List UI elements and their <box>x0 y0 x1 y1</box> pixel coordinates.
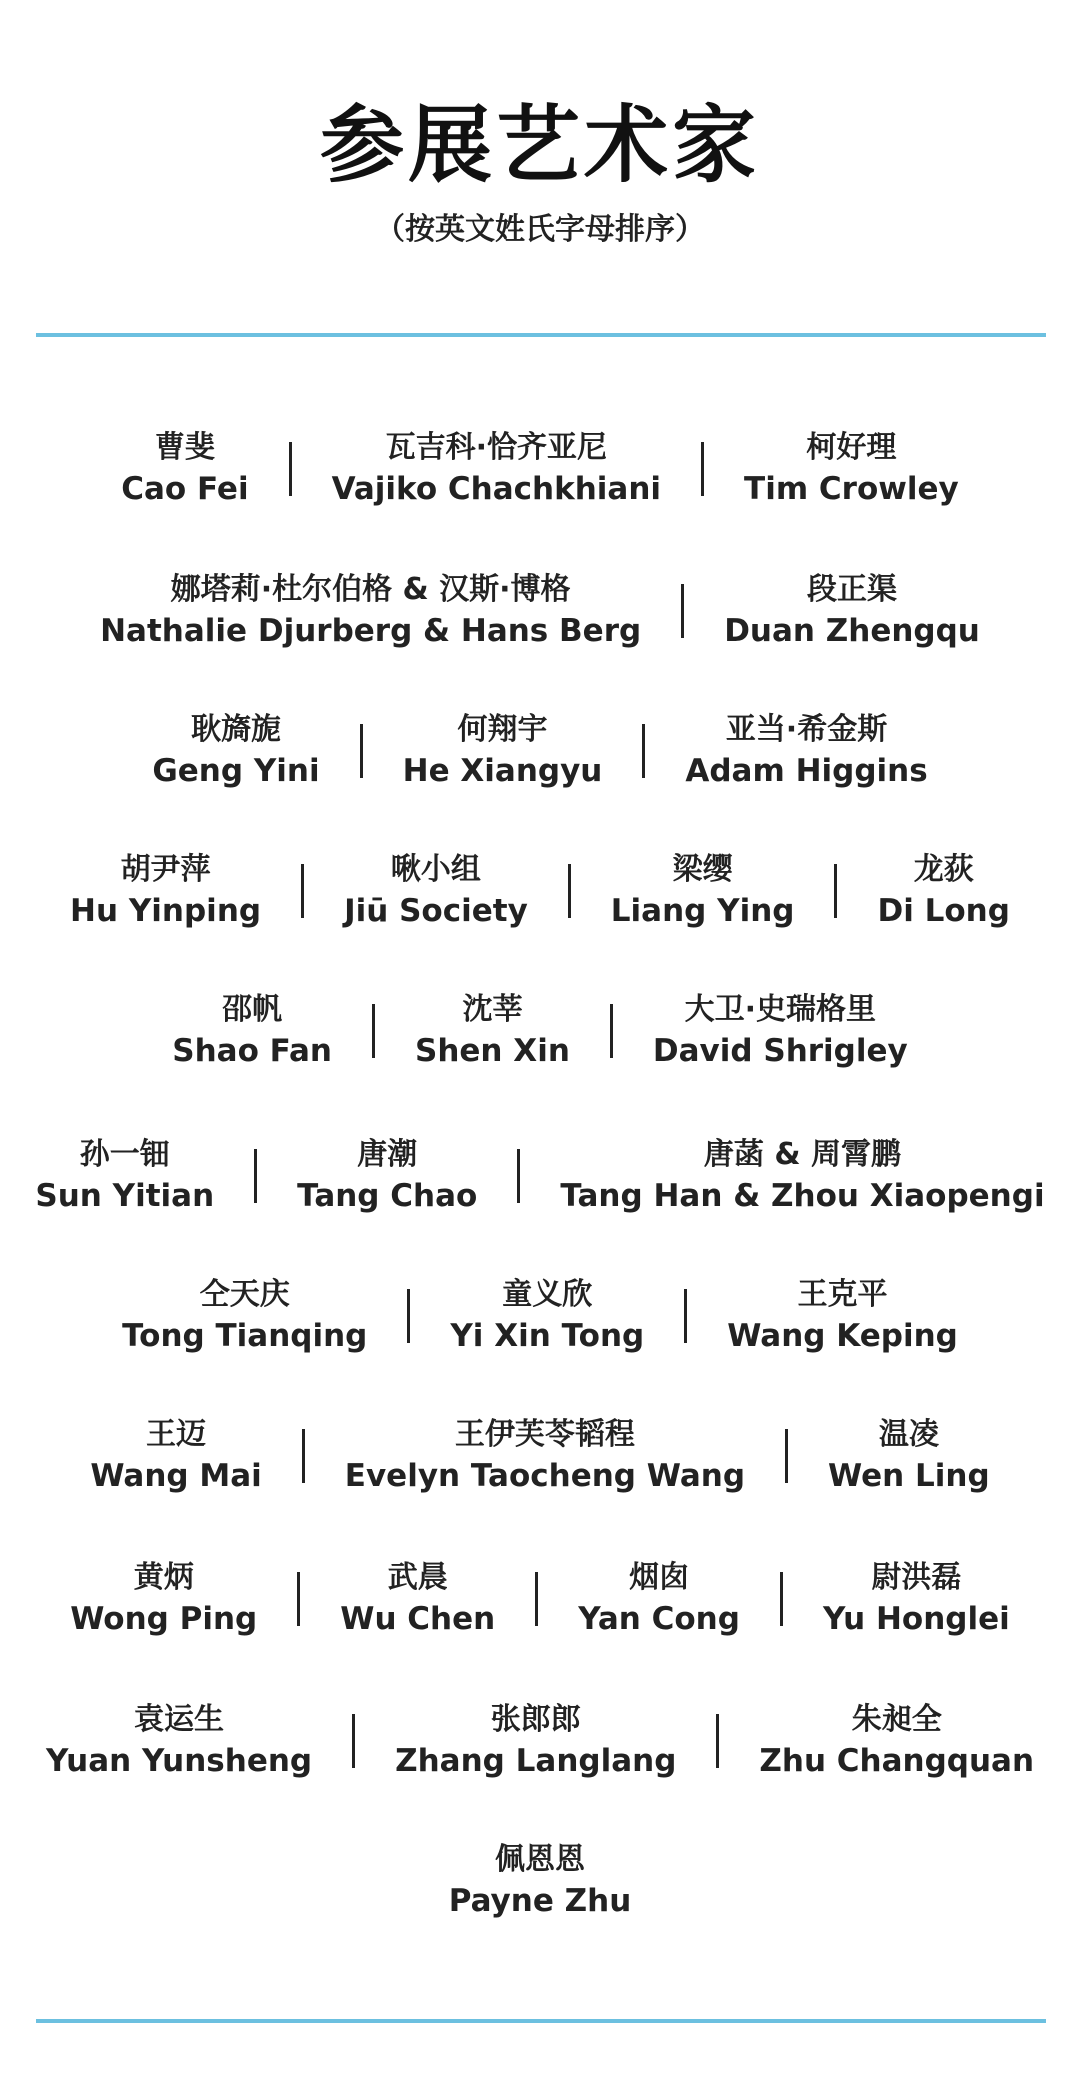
artist-name-chinese: 段正渠 <box>807 572 898 607</box>
separator-bar <box>302 1429 305 1483</box>
artist-entry <box>578 1558 740 1640</box>
artist-name-chinese: 啾小组 <box>390 852 481 887</box>
artist-entry <box>395 1700 676 1782</box>
separator-bar <box>535 1572 538 1626</box>
artist-entry <box>70 1558 257 1640</box>
artist-entry <box>403 710 603 792</box>
artist-entry <box>297 1135 477 1217</box>
bottom-divider <box>36 2019 1046 2023</box>
artist-name-english: Evelyn Taocheng Wang <box>344 1458 746 1494</box>
artist-name-chinese: 唐菡 & 周霄鹏 <box>703 1137 901 1172</box>
artist-row <box>0 850 1080 932</box>
artist-name-chinese: 朱昶全 <box>851 1702 942 1737</box>
separator-bar <box>568 864 571 918</box>
separator-bar <box>780 1572 783 1626</box>
separator-bar <box>372 1004 375 1058</box>
separator-bar <box>684 1289 687 1343</box>
artist-entry <box>46 1700 312 1782</box>
artist-entry <box>877 850 1009 932</box>
separator-bar <box>301 864 304 918</box>
artist-name-chinese: 王克平 <box>797 1277 888 1312</box>
artist-entry <box>345 1415 745 1497</box>
artist-name-chinese: 孙一钿 <box>79 1137 170 1172</box>
artist-name-chinese: 王伊芙苓韬程 <box>454 1417 635 1452</box>
artist-name-english: Geng Yini <box>152 753 320 789</box>
artist-entry <box>685 710 927 792</box>
artist-name-english: Di Long <box>877 893 1010 929</box>
artist-name-english: Duan Zhengqu <box>724 613 980 649</box>
artist-name-chinese: 曹斐 <box>154 430 215 465</box>
artist-name-english: Jiū Society <box>344 893 528 929</box>
artist-name-english: Nathalie Djurberg & Hans Berg <box>100 613 642 649</box>
separator-bar <box>254 1149 257 1203</box>
artist-entry <box>90 1415 261 1497</box>
separator-bar <box>352 1714 355 1768</box>
separator-bar <box>642 724 645 778</box>
artist-entry <box>172 990 332 1072</box>
artist-name-chinese: 娜塔莉·杜尔伯格 & 汉斯·博格 <box>170 572 571 607</box>
artist-entry <box>340 1558 495 1640</box>
artist-name-english: Cao Fei <box>121 471 249 507</box>
artist-entry <box>152 710 319 792</box>
artist-name-english: Zhang Langlang <box>395 1743 677 1779</box>
artist-name-chinese: 邵帆 <box>222 992 283 1027</box>
artist-name-english: Sun Yitian <box>35 1178 215 1214</box>
artist-name-chinese: 亚当·希金斯 <box>725 712 888 747</box>
artist-name-english: Hu Yinping <box>70 893 262 929</box>
artist-name-english: Wang Mai <box>90 1458 262 1494</box>
artist-entry <box>121 428 248 510</box>
separator-bar <box>297 1572 300 1626</box>
artist-name-chinese: 仝天庆 <box>199 1277 290 1312</box>
artist-name-chinese: 烟囱 <box>629 1560 690 1595</box>
artist-entry <box>727 1275 958 1357</box>
artist-row <box>0 1135 1080 1217</box>
artist-name-chinese: 沈莘 <box>462 992 523 1027</box>
artist-name-english: Shao Fan <box>172 1033 333 1069</box>
artist-name-english: Yu Honglei <box>822 1601 1010 1637</box>
separator-bar <box>289 442 292 496</box>
artist-name-chinese: 龙荻 <box>913 852 974 887</box>
separator-bar <box>407 1289 410 1343</box>
artist-row <box>0 1840 1080 1922</box>
artist-name-chinese: 大卫·史瑞格里 <box>684 992 877 1027</box>
artist-name-english: David Shrigley <box>652 1033 908 1069</box>
artist-name-english: Zhu Changquan <box>759 1743 1035 1779</box>
artist-entry <box>759 1700 1034 1782</box>
artist-entry <box>100 570 641 652</box>
separator-bar <box>517 1149 520 1203</box>
artist-name-chinese: 童义欣 <box>502 1277 593 1312</box>
artist-name-chinese: 瓦吉科·恰齐亚尼 <box>385 430 608 465</box>
artist-name-chinese: 胡尹萍 <box>120 852 211 887</box>
artist-name-english: Tim Crowley <box>744 471 959 507</box>
artist-name-english: Vajiko Chachkhiani <box>331 471 662 507</box>
artist-name-english: Adam Higgins <box>685 753 928 789</box>
artist-entry <box>450 1275 644 1357</box>
artist-entry <box>823 1558 1010 1640</box>
artist-entry <box>332 428 661 510</box>
artist-entry <box>415 990 570 1072</box>
artist-name-english: Wu Chen <box>340 1601 496 1637</box>
artist-name-chinese: 武晨 <box>387 1560 448 1595</box>
artist-row <box>0 1275 1080 1357</box>
artist-name-chinese: 王迈 <box>146 1417 207 1452</box>
artist-name-english: Shen Xin <box>415 1033 570 1069</box>
artist-entry <box>611 850 795 932</box>
artist-name-chinese: 黄炳 <box>133 1560 194 1595</box>
artist-name-english: Payne Zhu <box>448 1883 632 1919</box>
top-divider <box>36 333 1046 337</box>
page-subtitle: （按英文姓氏字母排序） <box>375 212 705 247</box>
artist-row <box>0 1415 1080 1497</box>
artist-entry <box>744 428 959 510</box>
artist-name-chinese: 尉洪磊 <box>871 1560 962 1595</box>
artist-row <box>0 1558 1080 1640</box>
artist-name-chinese: 唐潮 <box>357 1137 418 1172</box>
artist-name-chinese: 温凌 <box>878 1417 939 1452</box>
artist-entry <box>122 1275 367 1357</box>
artist-entry <box>35 1135 214 1217</box>
artist-entry <box>828 1415 990 1497</box>
artist-name-english: Yan Cong <box>578 1601 740 1637</box>
separator-bar <box>681 584 684 638</box>
artist-name-chinese: 梁缨 <box>672 852 733 887</box>
separator-bar <box>610 1004 613 1058</box>
artist-row <box>0 428 1080 510</box>
artist-entry <box>653 990 908 1072</box>
separator-bar <box>834 864 837 918</box>
separator-bar <box>701 442 704 496</box>
artist-name-chinese: 耿旖旎 <box>190 712 281 747</box>
artist-entry <box>724 570 980 652</box>
artist-name-english: Tang Han & Zhou Xiaopengi <box>560 1178 1045 1214</box>
artist-entry <box>344 850 528 932</box>
artist-entry <box>70 850 261 932</box>
artist-row <box>0 1700 1080 1782</box>
separator-bar <box>785 1429 788 1483</box>
artist-entry <box>449 1840 632 1922</box>
artist-row <box>0 990 1080 1072</box>
artist-name-chinese: 袁运生 <box>134 1702 225 1737</box>
artist-name-english: Yuan Yunsheng <box>45 1743 313 1779</box>
artist-name-english: Wang Keping <box>727 1318 958 1354</box>
artist-name-chinese: 张郎郎 <box>490 1702 581 1737</box>
separator-bar <box>716 1714 719 1768</box>
artist-row <box>0 570 1080 652</box>
page-title: 参展艺术家 <box>319 96 760 194</box>
artist-entry <box>560 1135 1044 1217</box>
artist-name-chinese: 何翔宇 <box>457 712 548 747</box>
artist-name-english: Tong Tianqing <box>122 1318 368 1354</box>
artist-name-english: Yi Xin Tong <box>450 1318 645 1354</box>
artist-name-english: Wong Ping <box>70 1601 258 1637</box>
separator-bar <box>360 724 363 778</box>
artist-row <box>0 710 1080 792</box>
artist-name-chinese: 佩恩恩 <box>494 1842 585 1877</box>
artist-name-english: Wen Ling <box>828 1458 990 1494</box>
artist-name-english: Tang Chao <box>297 1178 478 1214</box>
artist-name-english: Liang Ying <box>610 893 795 929</box>
artist-name-english: He Xiangyu <box>402 753 603 789</box>
artist-name-chinese: 柯好理 <box>806 430 897 465</box>
